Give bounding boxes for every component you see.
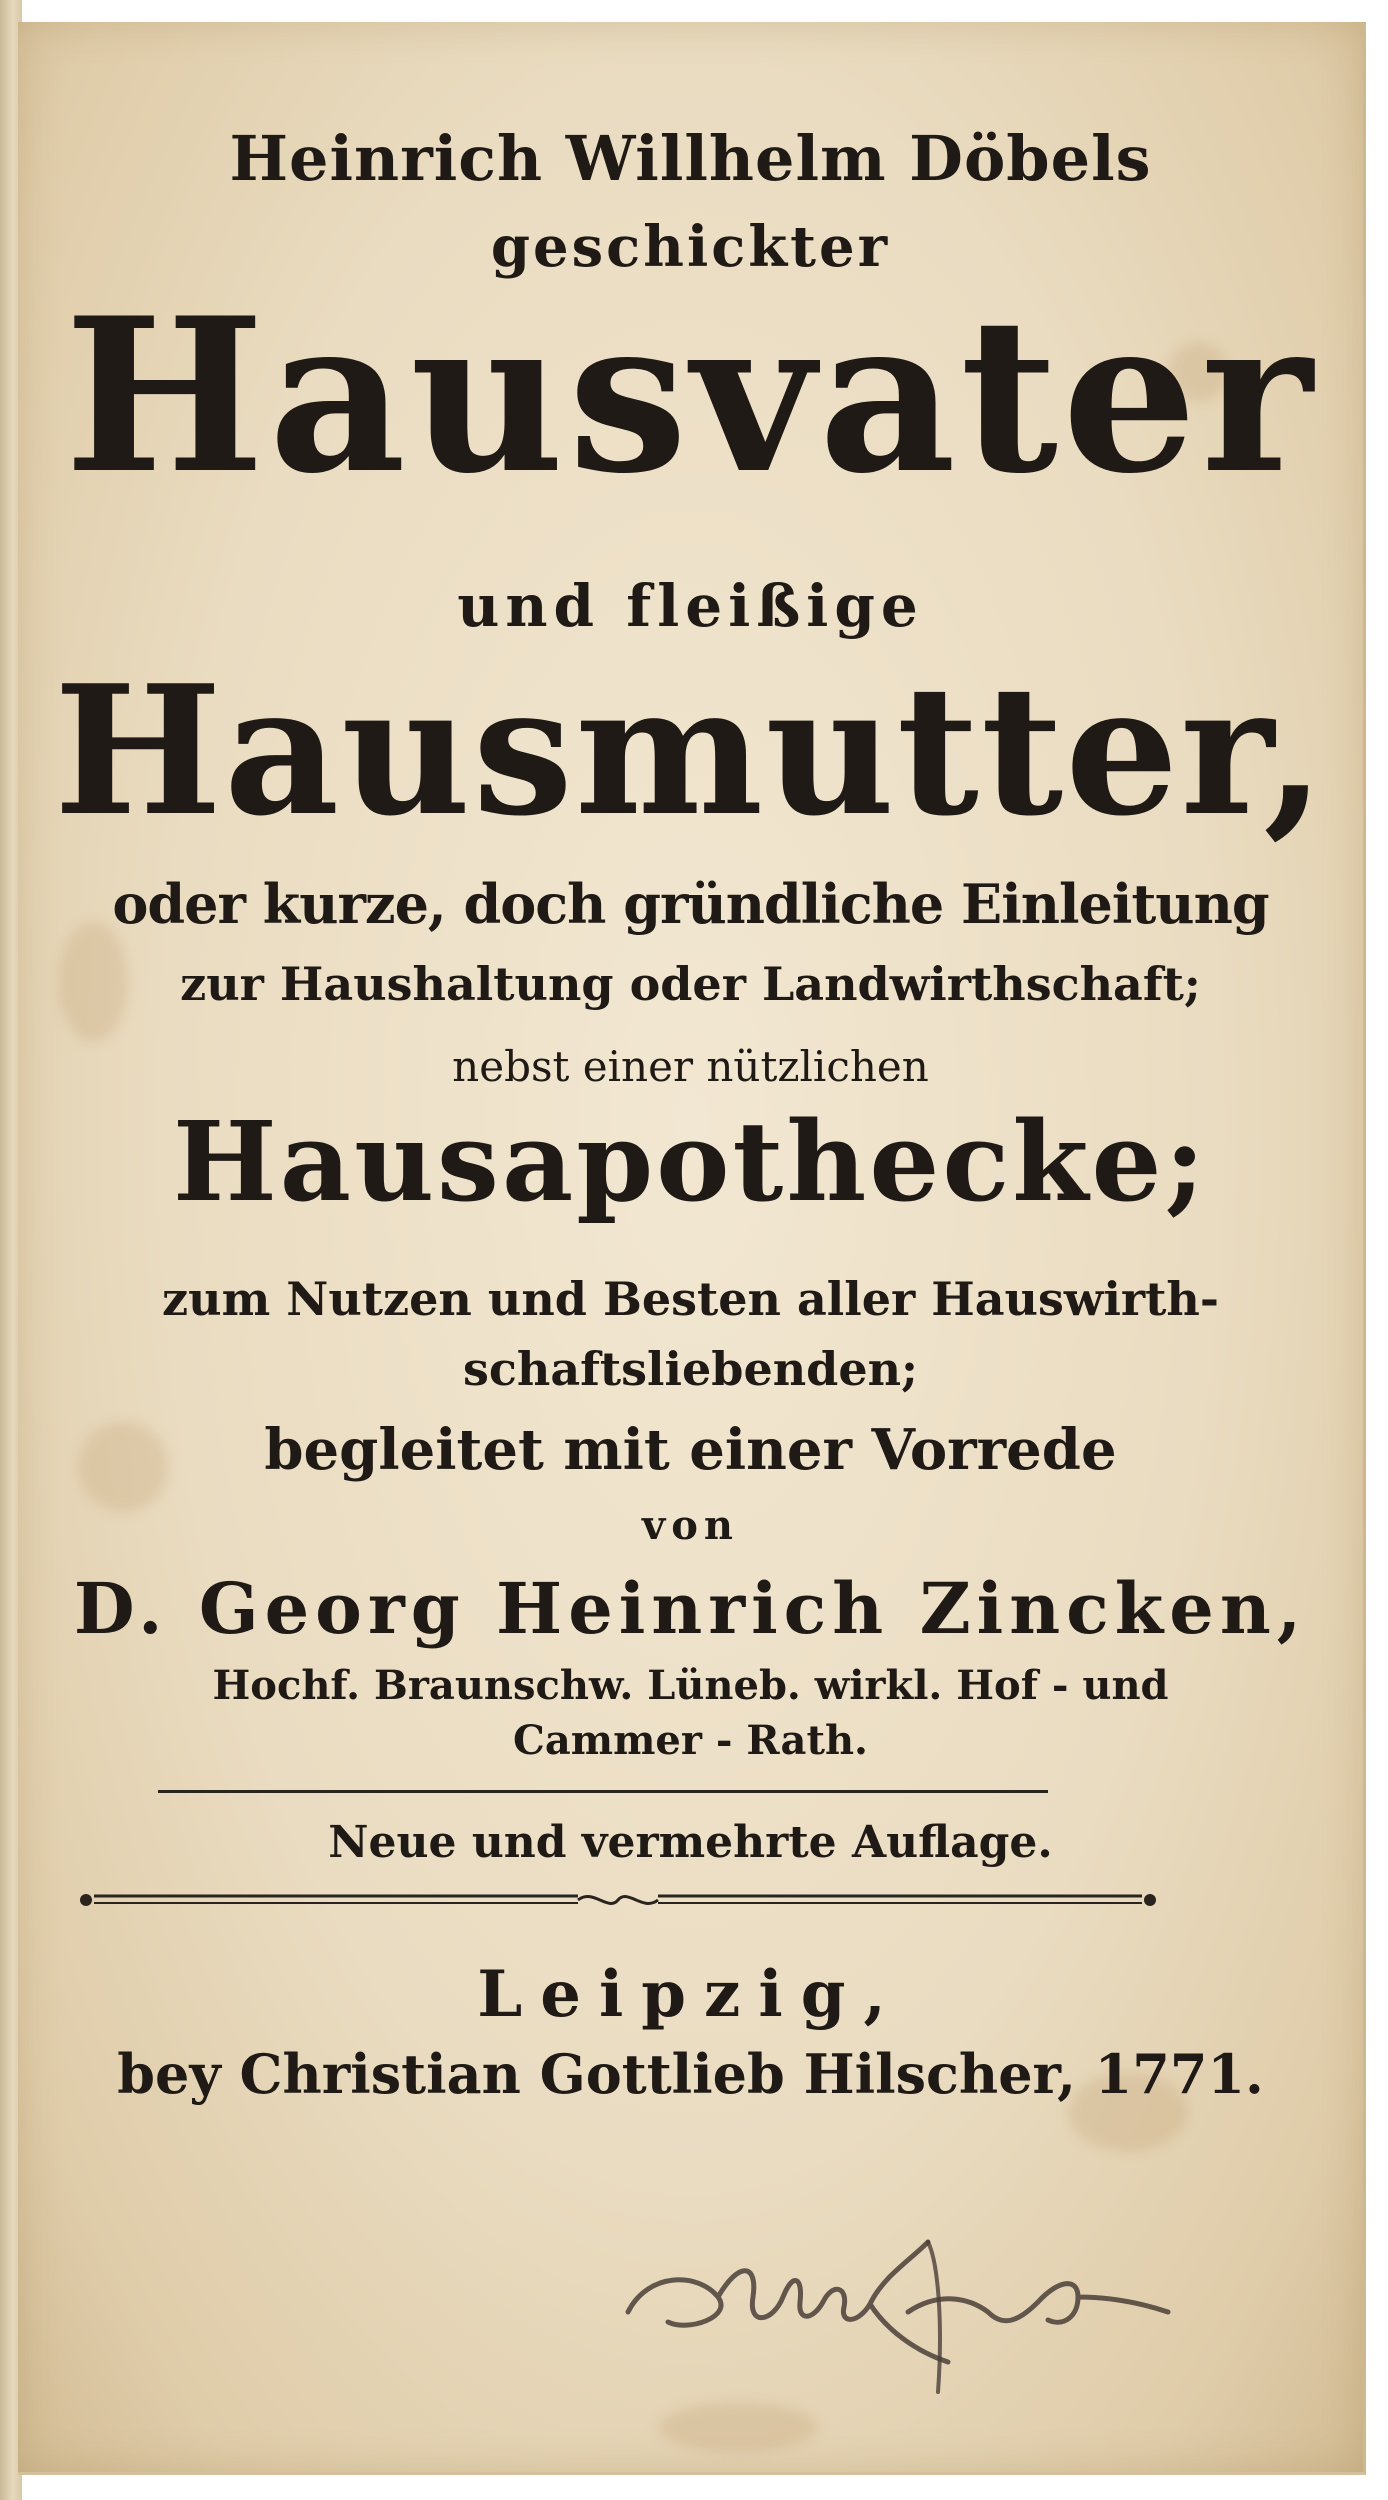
- main-title-hausvater: Hausvater: [64, 271, 1317, 520]
- editor-title-line-1: Hochf. Braunschw. Lüneb. wirkl. Hof - und: [212, 1662, 1169, 1709]
- edition-line: Neue und vermehrte Auflage.: [328, 1817, 1053, 1868]
- connector-und-fleissige: und fleißige: [457, 572, 924, 640]
- divider-rule: [158, 1790, 1048, 1793]
- subtitle-line-3: nebst einer nützlichen: [452, 1042, 929, 1091]
- main-title-hausmutter: Hausmutter,: [53, 646, 1328, 855]
- place-leipzig: Leipzig,: [477, 1957, 904, 2032]
- subtitle-line-4: zum Nutzen und Besten aller Hauswirth-: [162, 1272, 1219, 1326]
- title-hausapothecke: Hausapothecke;: [172, 1097, 1209, 1226]
- adjective-geschickter: geschickter: [490, 214, 891, 280]
- von-line: von: [641, 1502, 739, 1549]
- editor-name: D. Georg Heinrich Zincken,: [73, 1567, 1308, 1650]
- author-line: Heinrich Willhelm Döbels: [229, 122, 1152, 195]
- handwritten-signature: [608, 2202, 1208, 2432]
- subtitle-line-2: zur Haushaltung oder Landwirthschaft;: [180, 957, 1201, 1011]
- editor-title-line-2: Cammer - Rath.: [513, 1717, 868, 1764]
- subtitle-line-1: oder kurze, doch gründliche Einleitung: [112, 872, 1269, 936]
- subtitle-line-6: begleitet mit einer Vorrede: [264, 1417, 1117, 1483]
- publisher-line: bey Christian Gottlieb Hilscher, 1771.: [117, 2042, 1264, 2106]
- ornamental-rule: [78, 1890, 1158, 1910]
- subtitle-line-5: schaftsliebenden;: [462, 1342, 919, 1396]
- title-page-paper: [18, 22, 1366, 2475]
